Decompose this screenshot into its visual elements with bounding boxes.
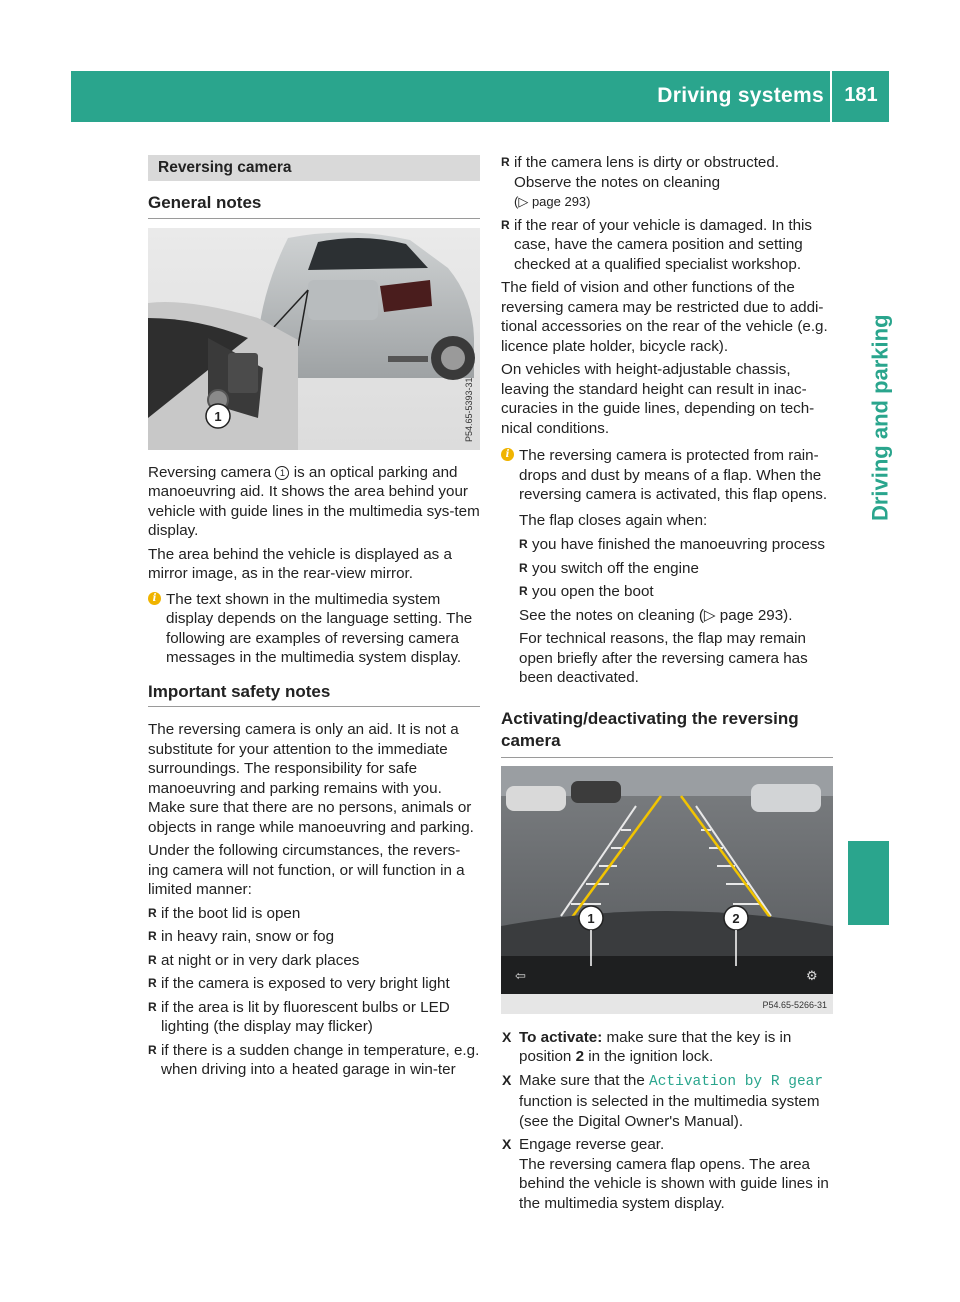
callout-1: 1 <box>275 466 289 480</box>
list-item: R in heavy rain, snow or fog <box>148 927 480 947</box>
paragraph-cleaning: See the notes on cleaning (▷ page 293). <box>519 606 793 624</box>
step-result: The reversing camera flap opens. The area behind the vehicle is shown with guide lines in the multimedia system display. <box>519 1155 829 1212</box>
page-link[interactable]: (▷ page 293) <box>514 194 591 209</box>
info-note-text: The text shown in the multimedia system display depends on the language setting. The following are examples of reversing camera messages in the multimedia system display. <box>166 590 473 666</box>
page-number: 181 <box>844 84 878 106</box>
limitations-list <box>148 904 480 1080</box>
heading-rule <box>501 757 833 758</box>
list-item <box>501 153 833 212</box>
side-tab-marker <box>848 841 889 925</box>
p1-text-a: Reversing camera <box>148 463 276 481</box>
step-label: To activate: <box>519 1028 603 1046</box>
list-item: R if the camera is exposed to very bright light <box>148 974 480 994</box>
figure1-ref: P54.65-5393-31 <box>464 376 474 442</box>
step-engage-reverse <box>501 1135 833 1213</box>
step-text: function is selected in the multimedia system (see the Digital Owner's Manual). <box>519 1093 820 1130</box>
heading-safety-notes: Important safety notes <box>148 681 331 701</box>
figure2-ref: P54.65-5266-31 <box>762 999 827 1010</box>
list-item: R you have finished the manoeuvring process <box>519 535 833 555</box>
paragraph-technical: For technical reasons, the flap may remain open briefly after the reversing camera has been deactivated. <box>519 630 808 686</box>
figure1-callout: 1 <box>214 408 222 424</box>
left-column <box>148 155 480 1080</box>
back-icon: ⇦ <box>515 968 526 984</box>
ignition-position: 2 <box>575 1048 585 1065</box>
list-item: R you switch off the engine <box>519 559 833 579</box>
figure-camera-display <box>501 766 833 1014</box>
paragraph-circumstances: Under the following circumstances, the revers-ing camera will not function, or will function in a limited manner: <box>148 842 465 898</box>
bullet-lens-text: if the camera lens is dirty or obstructed. Observe the notes on cleaning <box>514 154 780 191</box>
paragraph-mirror-image: The area behind the vehicle is displayed as a mirror image, as in the rear-view mirror. <box>148 545 452 582</box>
settings-icon: ⚙ <box>806 968 818 984</box>
info-note-flap <box>501 446 833 688</box>
info-icon: i <box>501 448 514 461</box>
p1-text-b: is an optical parking and manoeuvring aid. It shows the area behind your vehicle with guide lines in the multimedia sys-tem display. <box>148 463 480 539</box>
list-item: R if the area is lit by fluorescent bulbs or LED lighting (the display may flicker) <box>148 998 480 1037</box>
list-item: R if the boot lid is open <box>148 904 480 924</box>
figure2-callout-1: 1 <box>587 910 595 926</box>
side-tab <box>847 300 893 550</box>
list-item: R if the rear of your vehicle is damaged. In this case, have the camera position and setting checked at a qualified specialist workshop. <box>501 216 833 275</box>
step-text: in the ignition lock. <box>584 1048 714 1065</box>
list-item: R if there is a sudden change in temperature, e.g. when driving into a heated garage in win-ter <box>148 1041 480 1080</box>
paragraph-aid-only: The reversing camera is only an aid. It is not a substitute for your attention to the immediate surroundings. The responsibility for safe manoeuvring and parking remains with you. Make sure that there are no persons, animals or objects in range while manoeuvring and parking. <box>148 721 474 836</box>
section-title: Reversing camera <box>148 155 480 181</box>
paragraph-camera-description <box>148 463 480 541</box>
step-activate <box>501 1028 833 1067</box>
info-icon: i <box>148 592 161 605</box>
step-text: Engage reverse gear. <box>519 1136 665 1153</box>
heading-rule <box>148 218 480 219</box>
right-column <box>501 153 833 1213</box>
step-text: make sure that the key is in position <box>519 1028 792 1065</box>
camera-on-bumper-illustration <box>148 228 480 450</box>
list-item: R at night or in very dark places <box>148 951 480 971</box>
list-item: R you open the boot <box>519 582 833 602</box>
flap-intro: The flap closes again when: <box>519 511 708 529</box>
figure-camera-location <box>148 228 480 450</box>
side-tab-label: Driving and parking <box>867 314 893 522</box>
heading-activating: Activating/deactivating the reversing camera <box>501 708 799 750</box>
header-divider <box>830 71 832 122</box>
info-note-language <box>148 590 480 668</box>
paragraph-height-chassis: On vehicles with height-adjustable chassis, leaving the standard height can result in inac-curacies in the guide lines, depending on tech-nical conditions. <box>501 361 815 437</box>
step-text: Make sure that the <box>519 1071 650 1089</box>
paragraph-field-of-vision: The field of vision and other functions of the reversing camera may be restricted due to addi-tional accessories on the rear of the vehicle (e.g. licence plate holder, bicycle rack). <box>501 279 828 355</box>
reversing-camera-screen <box>501 766 833 1014</box>
chapter-title: Driving systems <box>657 84 824 107</box>
step-select-function <box>501 1071 833 1132</box>
info-note-text: The reversing camera is protected from rain-drops and dust by means of a flap. When the reversing camera is activated, this flap opens. <box>519 447 828 503</box>
figure2-callout-2: 2 <box>732 910 740 926</box>
heading-rule <box>148 706 480 707</box>
heading-general-notes: General notes <box>148 193 262 212</box>
menu-function-name: Activation by R gear <box>649 1073 824 1090</box>
